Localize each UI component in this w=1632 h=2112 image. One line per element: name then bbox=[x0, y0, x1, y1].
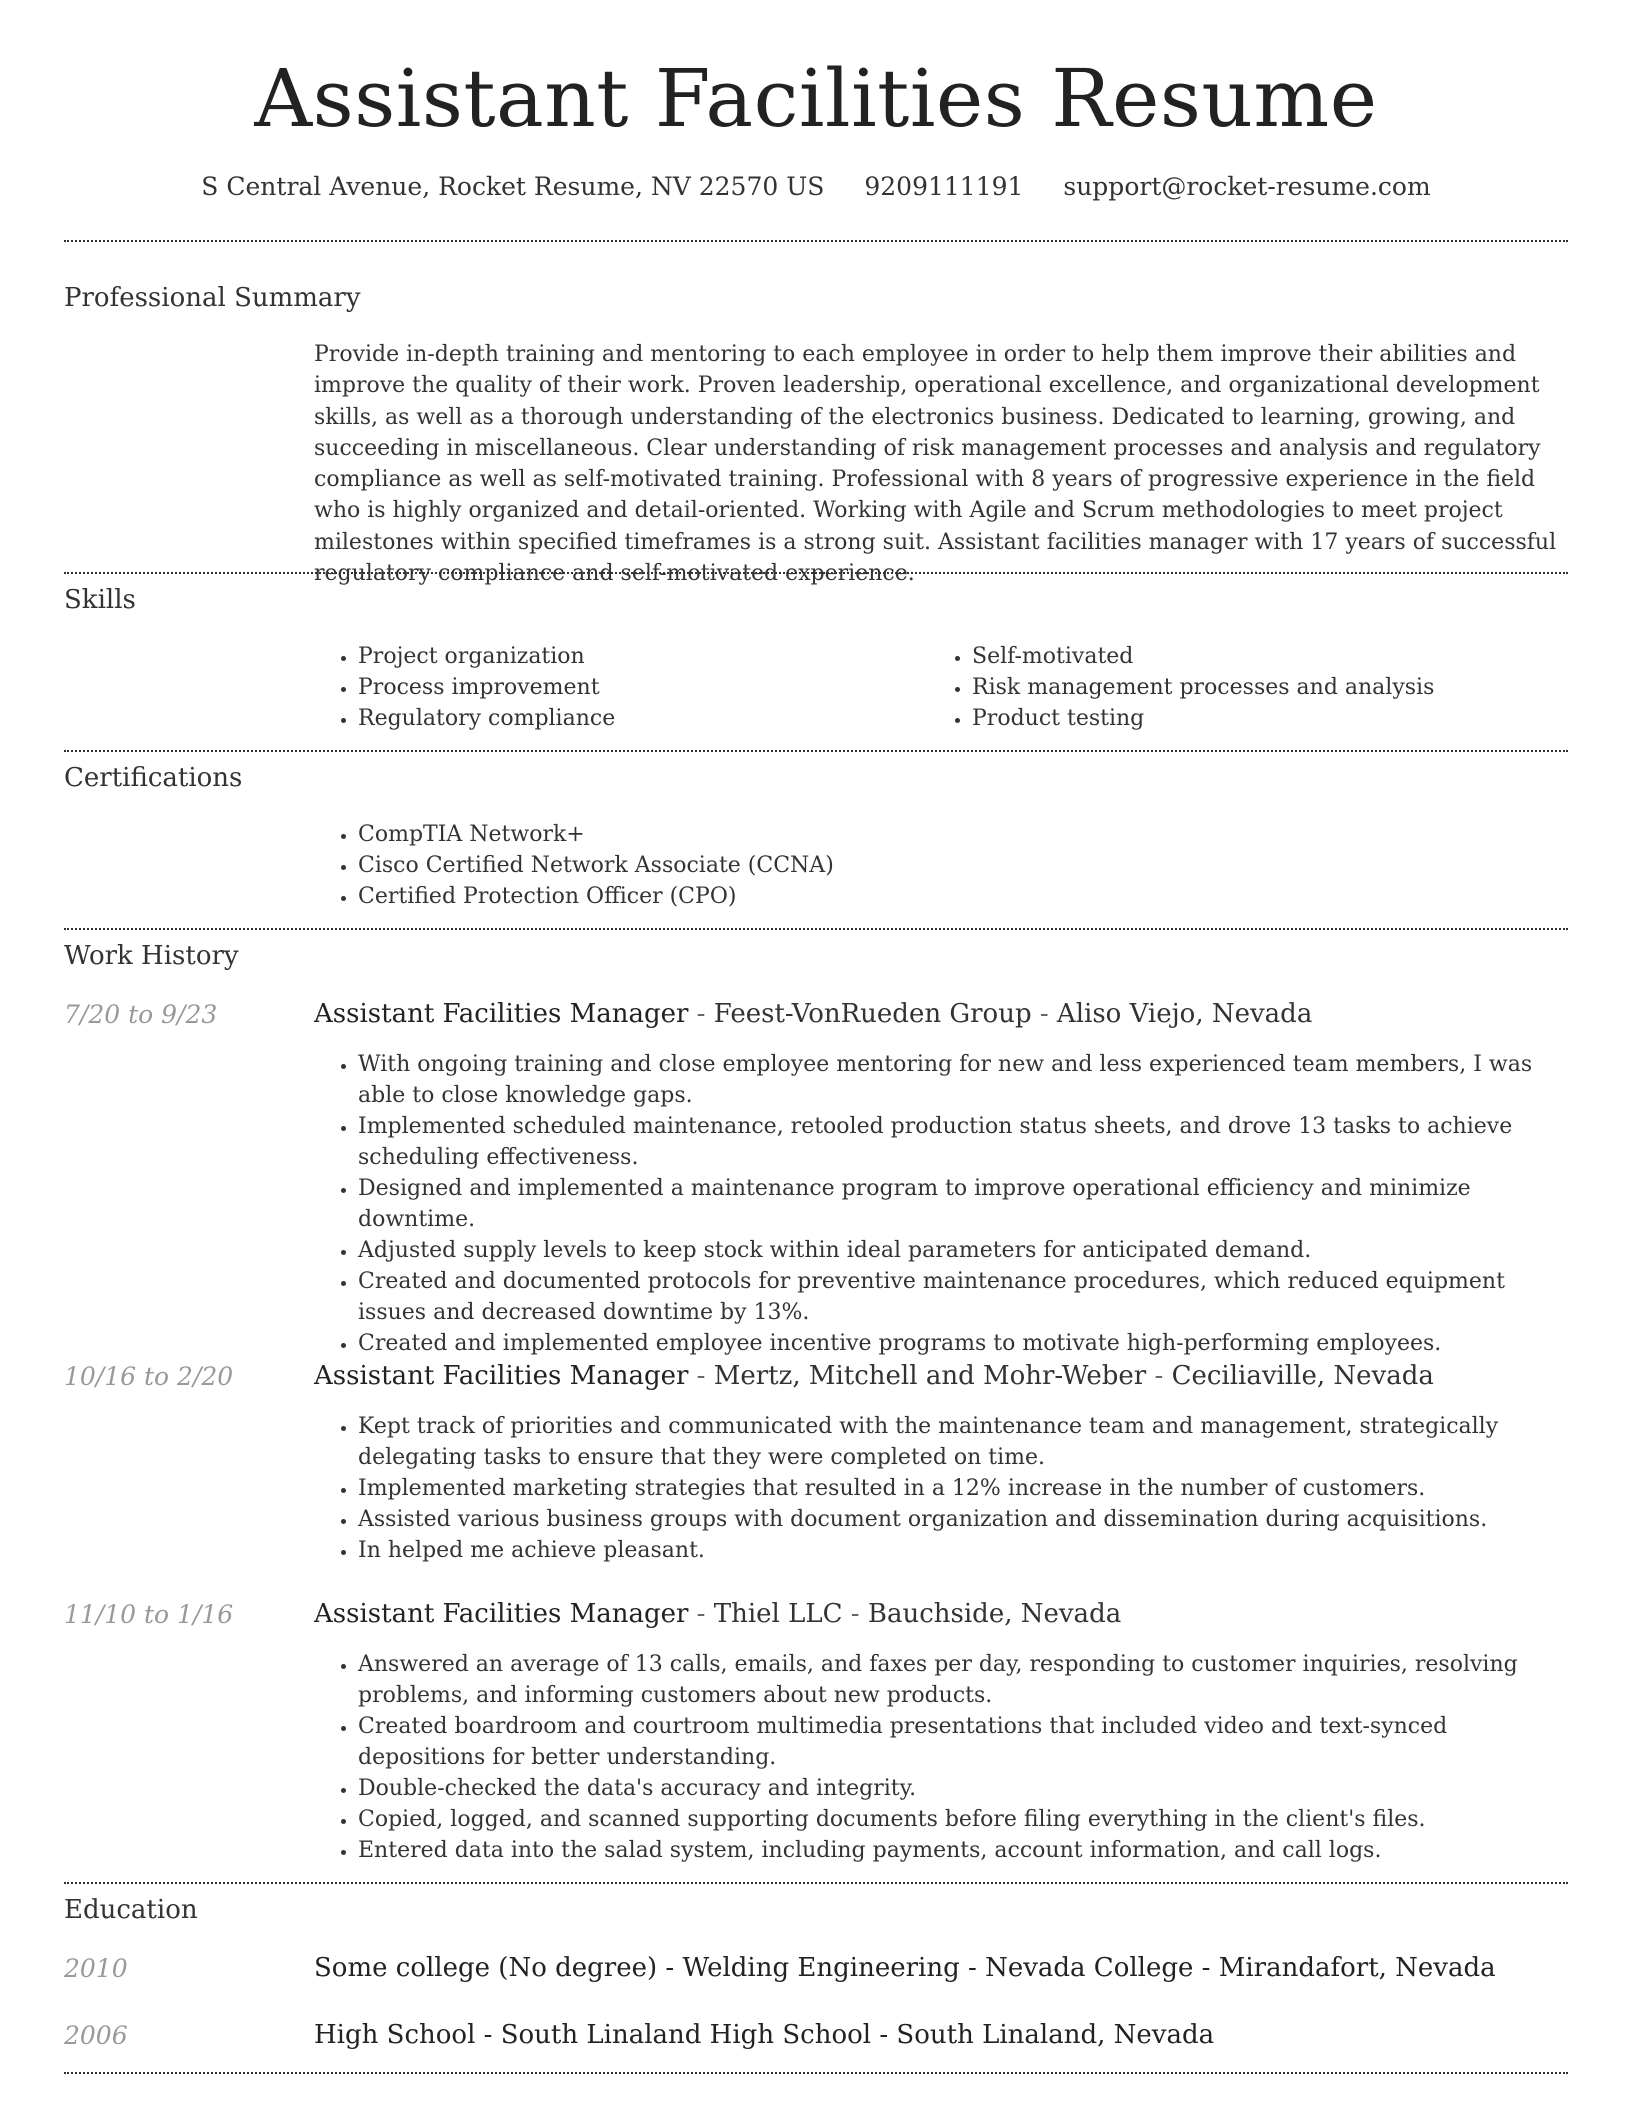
job-heading bbox=[314, 999, 1312, 1029]
separator: - bbox=[696, 1599, 706, 1629]
section-title-certifications: Certifications bbox=[64, 763, 243, 793]
skill-item: • Project organization bbox=[358, 641, 914, 672]
separator: - bbox=[879, 2020, 889, 2050]
divider bbox=[64, 572, 1568, 574]
section-title-skills: Skills bbox=[64, 585, 136, 615]
job-bullet: • Designed and implemented a maintenance program to improve operational efficiency and minimize downtime. bbox=[358, 1173, 1568, 1235]
job-heading bbox=[314, 1361, 1434, 1391]
job-bullet: • In helped me achieve pleasant. bbox=[358, 1535, 1568, 1566]
job-heading bbox=[314, 1599, 1121, 1629]
skill-item: • Process improvement bbox=[358, 672, 914, 703]
education-degree: High School bbox=[314, 2020, 476, 2050]
divider bbox=[64, 1882, 1568, 1884]
skill-item: • Self-motivated bbox=[972, 641, 1528, 672]
job-bullet: • Entered data into the salad system, including payments, account information, and call logs. bbox=[358, 1835, 1568, 1866]
education-year: 2010 bbox=[64, 1954, 128, 1983]
separator: - bbox=[483, 2020, 493, 2050]
job-dates: 11/10 to 1/16 bbox=[64, 1600, 234, 1629]
certification-item: • CompTIA Network+ bbox=[358, 819, 1568, 850]
contact-email[interactable]: support@rocket-resume.com bbox=[1063, 172, 1431, 201]
job-company: Thiel LLC bbox=[713, 1599, 843, 1629]
job-dates: 7/20 to 9/23 bbox=[64, 1000, 218, 1029]
job-bullets bbox=[314, 1649, 1568, 1866]
education-degree: Some college (No degree) bbox=[314, 1953, 658, 1983]
contact-phone: 9209111191 bbox=[864, 172, 1024, 201]
separator: - bbox=[1154, 1361, 1164, 1391]
job-location: Ceciliaville, Nevada bbox=[1171, 1361, 1434, 1391]
job-bullets bbox=[314, 1049, 1568, 1359]
job-bullet: • Double-checked the data's accuracy and integrity. bbox=[358, 1773, 1568, 1804]
section-title-summary: Professional Summary bbox=[64, 283, 361, 313]
job-company: Feest-VonRueden Group bbox=[713, 999, 1032, 1029]
skills-list-right bbox=[928, 641, 1528, 734]
separator: - bbox=[1201, 1953, 1211, 1983]
job-bullet: • Implemented scheduled maintenance, retooled production status sheets, and drove 13 tasks to achieve scheduling effectiveness. bbox=[358, 1111, 1568, 1173]
separator: - bbox=[696, 999, 706, 1029]
section-title-work-history: Work History bbox=[64, 941, 239, 971]
job-location: Aliso Viejo, Nevada bbox=[1056, 999, 1313, 1029]
certification-item: • Certified Protection Officer (CPO) bbox=[358, 881, 1568, 912]
separator: - bbox=[665, 1953, 675, 1983]
section-title-education: Education bbox=[64, 1895, 198, 1925]
job-role: Assistant Facilities Manager bbox=[314, 1599, 689, 1629]
job-bullet: • Implemented marketing strategies that resulted in a 12% increase in the number of customers. bbox=[358, 1473, 1568, 1504]
job-location: Bauchside, Nevada bbox=[867, 1599, 1122, 1629]
job-bullet: • With ongoing training and close employee mentoring for new and less experienced team members, I was able to close knowledge gaps. bbox=[358, 1049, 1568, 1111]
job-dates: 10/16 to 2/20 bbox=[64, 1362, 234, 1391]
job-role: Assistant Facilities Manager bbox=[314, 999, 689, 1029]
contact-line bbox=[0, 172, 1632, 201]
skill-item: • Product testing bbox=[972, 703, 1528, 734]
education-field: Welding Engineering bbox=[682, 1953, 960, 1983]
divider bbox=[64, 750, 1568, 752]
job-bullet: • Answered an average of 13 calls, emails, and faxes per day, responding to customer inquiries, resolving problems, and informing customers about new products. bbox=[358, 1649, 1568, 1711]
summary-block bbox=[314, 339, 1568, 589]
skills-list-left bbox=[314, 641, 914, 734]
education-school: South Linaland High School bbox=[500, 2020, 872, 2050]
skill-item: • Risk management processes and analysis bbox=[972, 672, 1528, 703]
education-heading bbox=[314, 1953, 1496, 1983]
job-bullet: • Adjusted supply levels to keep stock within ideal parameters for anticipated demand. bbox=[358, 1235, 1568, 1266]
education-location: Mirandafort, Nevada bbox=[1218, 1953, 1496, 1983]
separator: - bbox=[1039, 999, 1049, 1029]
divider bbox=[64, 928, 1568, 930]
summary-text: Provide in-depth training and mentoring to each employee in order to help them improve their abilities and improve the quality of their work. Proven leadership, operational excellence, and organizational development skills, as well as a thorough understanding of the electronics business. Dedicated to learning, growing, and succeeding in miscellaneous. Clear understanding of risk management processes and analysis and regulatory compliance as well as self-motivated training. Professional with 8 years of progressive experience in the field who is highly organized and detail-oriented. Working with Agile and Scrum methodologies to meet project milestones within specified timeframes is a strong suit. Assistant facilities manager with 17 years of successful regulatory compliance and self-motivated experience. bbox=[314, 342, 1557, 587]
education-year: 2006 bbox=[64, 2021, 128, 2050]
job-bullet: • Kept track of priorities and communicated with the maintenance team and management, strategically delegating tasks to ensure that they were completed on time. bbox=[358, 1411, 1568, 1473]
job-bullet: • Created and documented protocols for preventive maintenance procedures, which reduced equipment issues and decreased downtime by 13%. bbox=[358, 1266, 1568, 1328]
job-bullet: • Copied, logged, and scanned supporting documents before filing everything in the client's files. bbox=[358, 1804, 1568, 1835]
education-school: Nevada College bbox=[985, 1953, 1194, 1983]
divider bbox=[64, 240, 1568, 242]
education-heading bbox=[314, 2020, 1214, 2050]
job-bullets bbox=[314, 1411, 1568, 1566]
job-bullet: • Created and implemented employee incentive programs to motivate high-performing employees. bbox=[358, 1328, 1568, 1359]
separator: - bbox=[850, 1599, 860, 1629]
certifications-block bbox=[314, 819, 1568, 912]
contact-address: S Central Avenue, Rocket Resume, NV 22570 US bbox=[201, 172, 825, 201]
divider bbox=[64, 2072, 1568, 2074]
job-company: Mertz, Mitchell and Mohr-Weber bbox=[713, 1361, 1147, 1391]
job-role: Assistant Facilities Manager bbox=[314, 1361, 689, 1391]
job-bullet: • Assisted various business groups with document organization and dissemination during acquisitions. bbox=[358, 1504, 1568, 1535]
resume-title: Assistant Facilities Resume bbox=[254, 52, 1378, 145]
education-location: South Linaland, Nevada bbox=[896, 2020, 1215, 2050]
certification-item: • Cisco Certified Network Associate (CCNA) bbox=[358, 850, 1568, 881]
job-bullet: • Created boardroom and courtroom multimedia presentations that included video and text-synced depositions for better understanding. bbox=[358, 1711, 1568, 1773]
separator: - bbox=[968, 1953, 977, 1983]
skill-item: • Regulatory compliance bbox=[358, 703, 914, 734]
separator: - bbox=[696, 1361, 706, 1391]
